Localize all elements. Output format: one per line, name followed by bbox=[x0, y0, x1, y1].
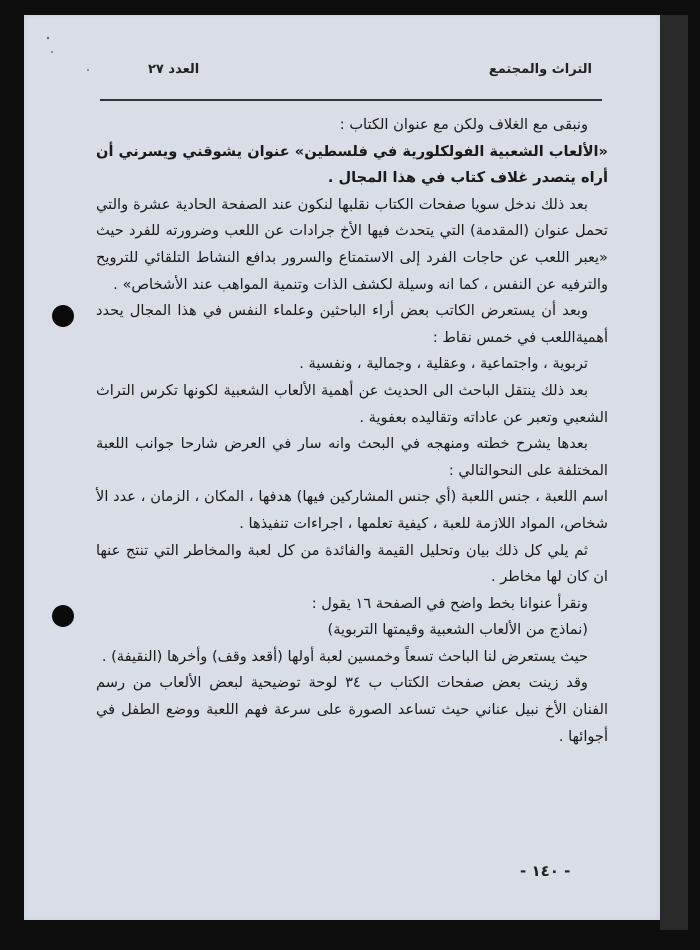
issue-number: العدد ٢٧ bbox=[148, 62, 200, 77]
paragraph: حيث يستعرض لنا الباحث تسعاً وخمسين لعبة أولها (أقعد وقف) وأخرها (النقيفة) . bbox=[101, 647, 588, 665]
paragraph: ونقرأ عنوانا بخط واضح في الصفحة ١٦ يقول : bbox=[311, 594, 588, 612]
journal-title: التراث والمجتمع bbox=[488, 62, 592, 77]
paragraph: بعد ذلك ندخل سويا صفحات الكتاب نقلبها لنكون عند الصفحة الحادية عشرة والتي تحمل عنوان (المقدمة) التي يتحدث فيها الأخ جرادات عن اللعب وضرورته للفرد حيث «يعبر اللعب عن حاجات الفرد إلى الاستمتاع والسرور بدافع النشاط التلقائي للترويح والترفيه عن النفس ، كما انه وسيلة لكشف الذات وتنمية المواهب عند الأشخاص» . bbox=[96, 195, 608, 293]
paragraph: وبعد أن يستعرض الكاتب بعض أراء الباحثين وعلماء النفس في هذا المجال يحدد أهميةاللعب في خمس نقاط : bbox=[96, 302, 608, 346]
book-title-paragraph: «الألعاب الشعبية الفولكلورية في فلسطين» عنوان يشوقني ويسرني أن أراه يتصدر غلاف كتاب في هذا المجال . bbox=[96, 142, 608, 187]
page-number: - ١٤٠ - bbox=[520, 862, 571, 880]
scan-specks bbox=[40, 30, 100, 90]
article-body bbox=[96, 112, 608, 750]
paragraph: اسم اللعبة ، جنس اللعبة (أي جنس المشاركين فيها) هدفها ، المكان ، الزمان ، عدد الأ شخاص، المواد اللازمة للعبة ، كيفية تعلمها ، اجراءات تنفيذها . bbox=[96, 488, 608, 532]
scan-edge bbox=[660, 15, 688, 930]
running-header bbox=[108, 62, 592, 84]
paragraph: ثم يلي كل ذلك بيان وتحليل القيمة والفائدة من كل لعبة والمخاطر التي تنتج عنها ان كان لها مخاطر . bbox=[96, 541, 608, 586]
header-rule bbox=[100, 99, 602, 101]
paragraph: ونبقى مع الغلاف ولكن مع عنوان الكتاب : bbox=[339, 116, 588, 133]
paragraph: تربوية ، واجتماعية ، وعقلية ، وجمالية ، ونفسية . bbox=[299, 355, 588, 373]
binder-hole-top bbox=[52, 305, 74, 327]
binder-hole-bottom bbox=[52, 605, 74, 627]
paragraph: (نماذج من الألعاب الشعبية وقيمتها التربوية) bbox=[327, 621, 588, 639]
paragraph: وقد زينت بعض صفحات الكتاب ب ٣٤ لوحة توضيحية لبعض الألعاب من رسم الفنان الأخ نبيل عناني حيث تساعد الصورة على سرعة فهم اللعبة ووضع الطفل في أجوائها . bbox=[96, 674, 608, 745]
paragraph: بعد ذلك ينتقل الباحث الى الحديث عن أهمية الألعاب الشعبية لكونها تكرس التراث الشعبي وتعبر عن عاداته وتقاليده بعفوية . bbox=[96, 381, 608, 426]
paragraph: بعدها يشرح خطته ومنهجه في البحث وانه سار في العرض شارحا جوانب اللعبة المختلفة على النحوالتالي : bbox=[96, 435, 608, 479]
